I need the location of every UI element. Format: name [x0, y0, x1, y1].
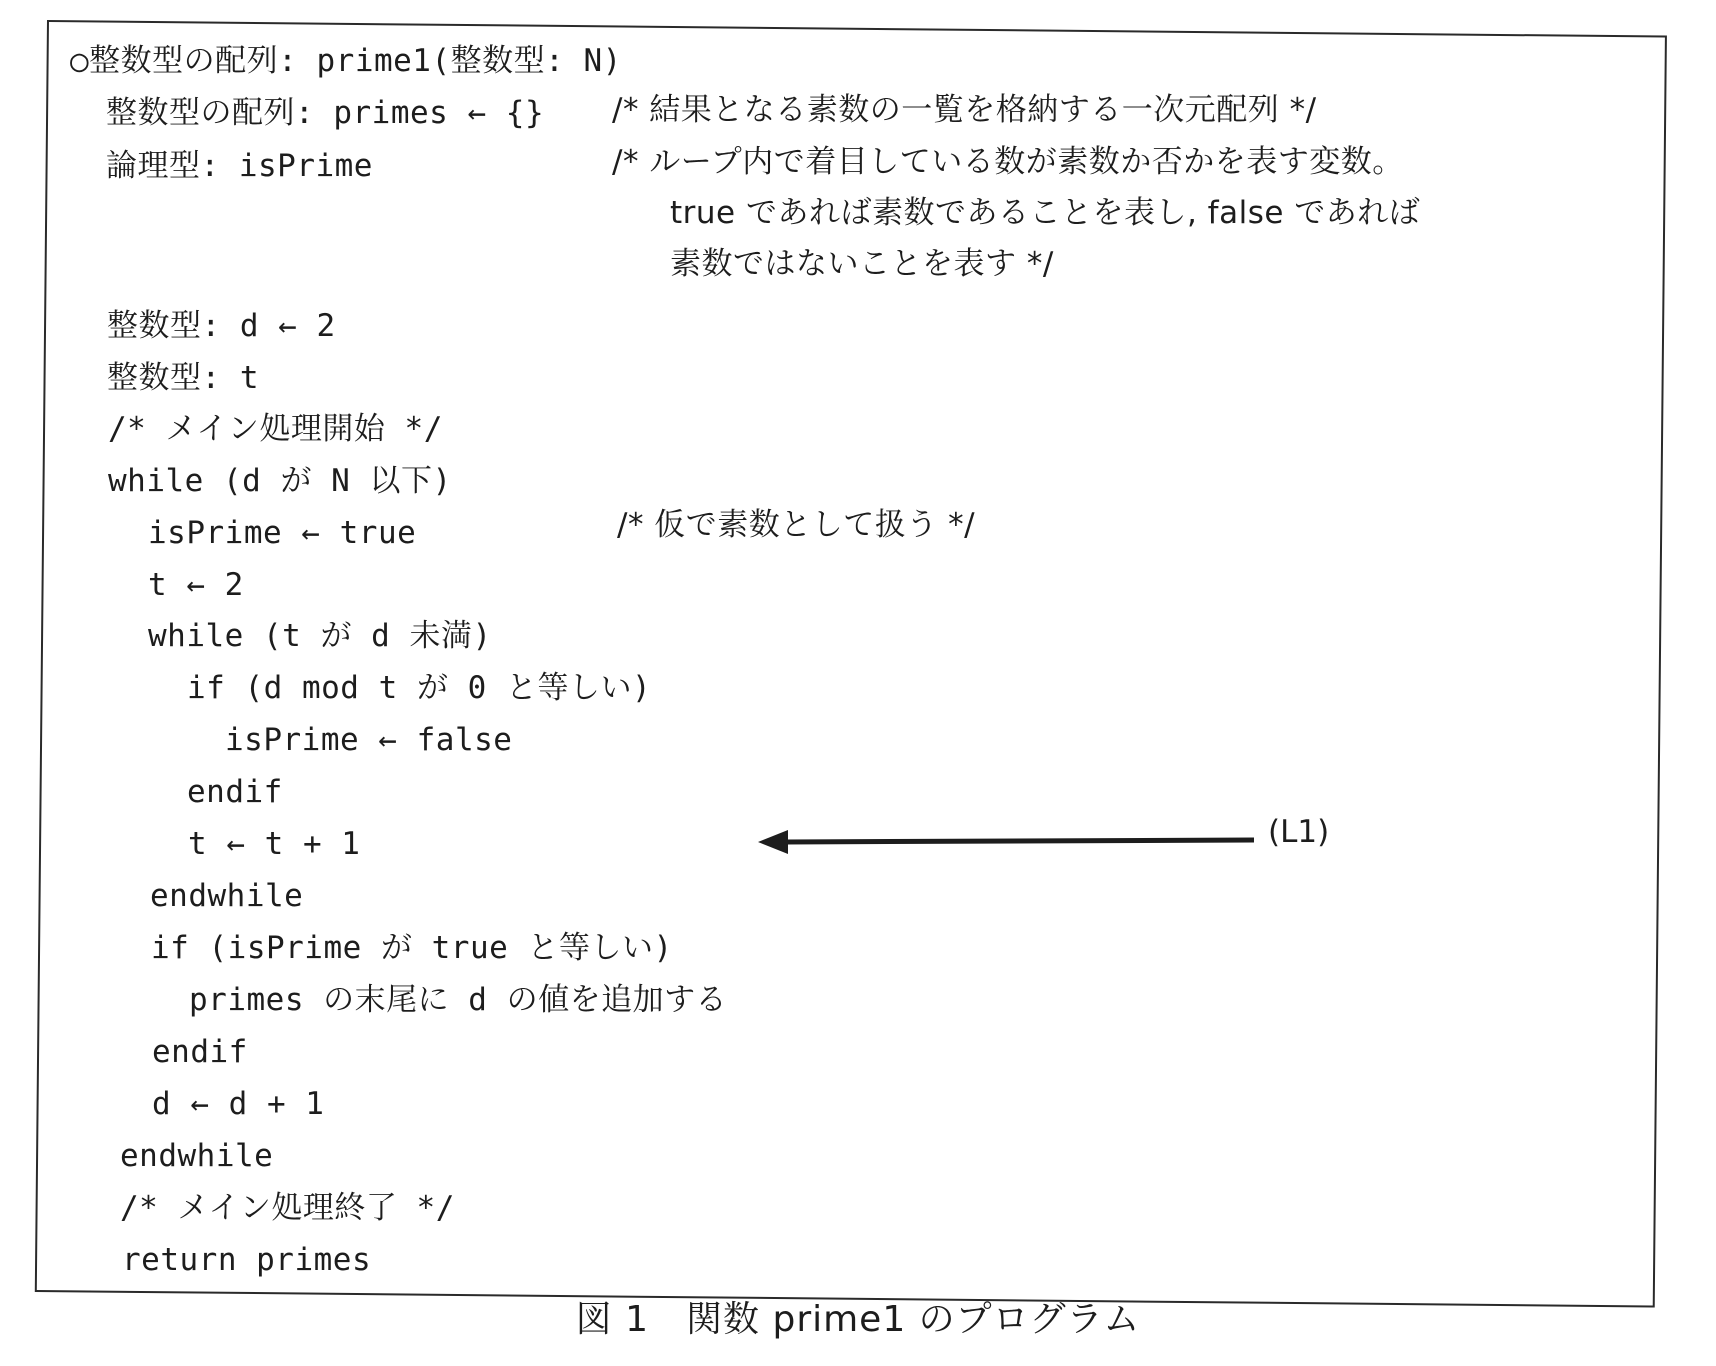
code-line-6: 整数型: d ← 2: [107, 308, 336, 344]
code-line-21: d ← d + 1: [152, 1086, 325, 1122]
code-line-17: endwhile: [150, 878, 304, 914]
code-line-14: isPrime ← false: [225, 722, 513, 758]
code-line-23: /* メイン処理終了 */: [120, 1190, 455, 1226]
code-line-13: if (d mod t が 0 と等しい): [187, 670, 652, 706]
code-line-8: /* メイン処理開始 */: [108, 411, 443, 447]
code-line-20: endif: [152, 1034, 248, 1070]
code-line-22: endwhile: [120, 1138, 274, 1174]
code-line-19: primes の末尾に d の値を追加する: [189, 982, 728, 1018]
code-line-12: while (t が d 未満): [148, 618, 492, 654]
arrow-l1: [758, 830, 1254, 854]
code-line-9: while (d が N 以下): [108, 463, 452, 499]
code-line-18: if (isPrime が true と等しい): [151, 930, 673, 966]
code-line-10: isPrime ← true: [148, 515, 417, 551]
code-line-16: t ← t + 1: [188, 826, 361, 862]
code-line-15: endif: [187, 774, 283, 810]
arrow-label-l1: (L1): [1268, 814, 1330, 850]
comment-line-2: /* 結果となる素数の一覧を格納する一次元配列 */: [612, 92, 1317, 128]
comment-line-3b: true であれば素数であることを表し, false であれば: [670, 195, 1421, 231]
comment-line-3: /* ループ内で着目している数が素数か否かを表す変数。: [612, 144, 1404, 180]
comment-line-3c: 素数ではないことを表す */: [670, 246, 1054, 282]
code-line-7: 整数型: t: [107, 360, 259, 396]
comment-line-10: /* 仮で素数として扱う */: [617, 507, 976, 543]
code-line-2: 整数型の配列: primes ← {}: [106, 95, 545, 131]
code-line-3: 論理型: isPrime: [106, 148, 373, 184]
figure-caption: 図 1 関数 prime1 のプログラム: [575, 1299, 1141, 1340]
code-line-1: ○整数型の配列: prime1(整数型: N): [70, 43, 622, 79]
code-line-24: return primes: [122, 1242, 372, 1278]
code-line-11: t ← 2: [148, 567, 244, 603]
